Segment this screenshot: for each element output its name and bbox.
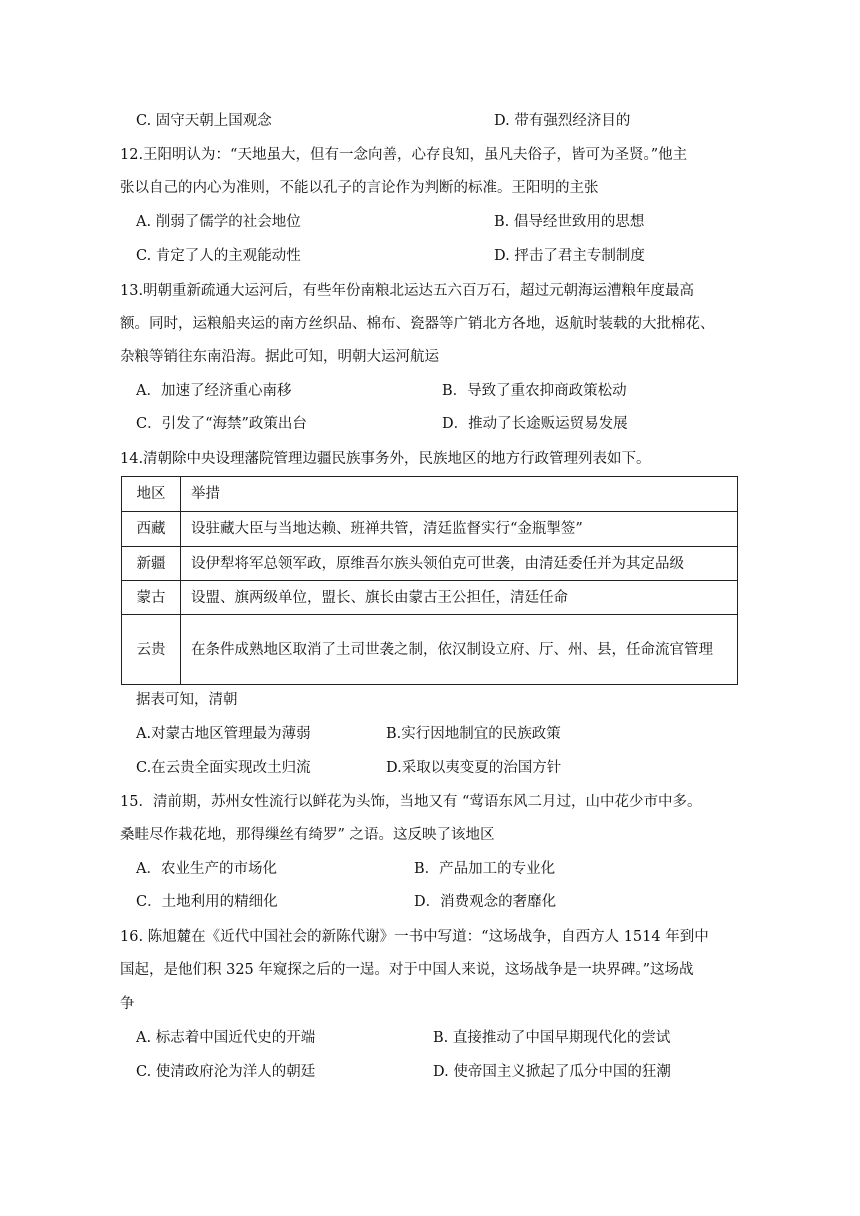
table-header-row xyxy=(122,477,738,512)
table-cell-region: 云贵 xyxy=(122,615,181,685)
q16-option-d: D. 使帝国主义掀起了瓜分中国的狂潮 xyxy=(433,1064,671,1080)
q16-stem-line-2: 国起，是他们积 325 年窥探之后的一逞。对于中国人来说，这场战争是一块界碑。”这场战 xyxy=(120,962,694,978)
table-cell-measure: 设盟、旗两级单位，盟长、旗长由蒙古王公担任，清廷任命 xyxy=(181,581,738,615)
q13-option-d: D．推动了长途贩运贸易发展 xyxy=(442,416,628,432)
q15-option-c: C．土地利用的精细化 xyxy=(136,894,278,910)
q13-option-c: C．引发了“海禁”政策出台 xyxy=(136,416,307,432)
q15-option-a: A．农业生产的市场化 xyxy=(136,861,277,877)
q14-option-a: A.对蒙古地区管理最为薄弱 xyxy=(136,726,311,742)
q16-stem-line-3: 争 xyxy=(120,996,135,1012)
q13-stem-line-3: 杂粮等销往东南沿海。据此可知，明朝大运河航运 xyxy=(120,349,439,365)
q13-option-a: A．加速了经济重心南移 xyxy=(136,383,292,399)
q12-option-a: A. 削弱了儒学的社会地位 xyxy=(136,214,301,230)
q16-option-c: C. 使清政府沦为洋人的朝廷 xyxy=(136,1064,316,1080)
q16-option-a: A. 标志着中国近代史的开端 xyxy=(136,1030,316,1046)
table-cell-measure: 设伊犁将军总领军政，原维吾尔族头领伯克可世袭，由清廷委任并为其定品级 xyxy=(181,547,738,581)
table-row xyxy=(122,547,738,581)
table-row xyxy=(122,512,738,547)
q14-option-d: D.采取以夷变夏的治国方针 xyxy=(386,760,562,776)
q14-followup: 据表可知，清朝 xyxy=(136,692,238,708)
q15-option-b: B．产品加工的专业化 xyxy=(414,861,556,877)
q15-stem-line-1: 15．清前期，苏州女性流行以鲜花为头饰，当地又有 “莺语东风二月过，山中花少市中多。 xyxy=(120,794,702,810)
q14-stem-line-1: 14.清朝除中央设理藩院管理边疆民族事务外，民族地区的地方行政管理列表如下。 xyxy=(120,451,651,467)
q12-option-c: C. 肯定了人的主观能动性 xyxy=(136,248,301,264)
table-cell-measure: 设驻藏大臣与当地达赖、班禅共管，清廷监督实行“金瓶掣签” xyxy=(181,512,738,547)
q14-option-b: B.实行因地制宜的民族政策 xyxy=(386,726,561,742)
q16-stem-line-1: 16. 陈旭麓在《近代中国社会的新陈代谢》一书中写道：“这场战争，自西方人 1514 年到中 xyxy=(120,929,709,945)
q13-stem-line-1: 13.明朝重新疏通大运河后，有些年份南粮北运达五六百万石，超过元朝海运漕粮年度最高 xyxy=(120,283,695,299)
table-cell-region: 蒙古 xyxy=(122,581,181,615)
table-header-measure: 举措 xyxy=(181,477,738,512)
q15-stem-line-2: 桑畦尽作栽花地，那得缫丝有绮罗” 之语。这反映了该地区 xyxy=(120,827,495,843)
table-header-region: 地区 xyxy=(122,477,181,512)
q12-option-b: B. 倡导经世致用的思想 xyxy=(494,214,645,230)
table-row xyxy=(122,615,738,685)
q16-option-b: B. 直接推动了中国早期现代化的尝试 xyxy=(433,1030,671,1046)
q15-option-d: D．消费观念的奢靡化 xyxy=(414,894,557,910)
q11-option-c: C. 固守天朝上国观念 xyxy=(136,113,272,129)
q11-option-d: D. 带有强烈经济目的 xyxy=(494,113,631,129)
q13-stem-line-2: 额。同时，运粮船夹运的南方丝织品、棉布、瓷器等广销北方各地，返航时装载的大批棉花、 xyxy=(120,316,715,332)
q14-option-c: C.在云贵全面实现改土归流 xyxy=(136,760,311,776)
ethnic-region-admin-table xyxy=(121,476,738,685)
table-cell-region: 新疆 xyxy=(122,547,181,581)
q12-stem-line-2: 张以自己的内心为准则，不能以孔子的言论作为判断的标准。王阳明的主张 xyxy=(120,180,599,196)
table-cell-measure: 在条件成熟地区取消了土司世袭之制，依汉制设立府、厅、州、县，任命流官管理 xyxy=(181,615,738,685)
q13-option-b: B．导致了重农抑商政策松动 xyxy=(442,383,627,399)
table-row xyxy=(122,581,738,615)
q12-option-d: D. 抨击了君主专制制度 xyxy=(494,248,645,264)
table-cell-region: 西藏 xyxy=(122,512,181,547)
q12-stem-line-1: 12.王阳明认为：“天地虽大，但有一念向善，心存良知，虽凡夫俗子，皆可为圣贤。”他主 xyxy=(120,147,688,163)
